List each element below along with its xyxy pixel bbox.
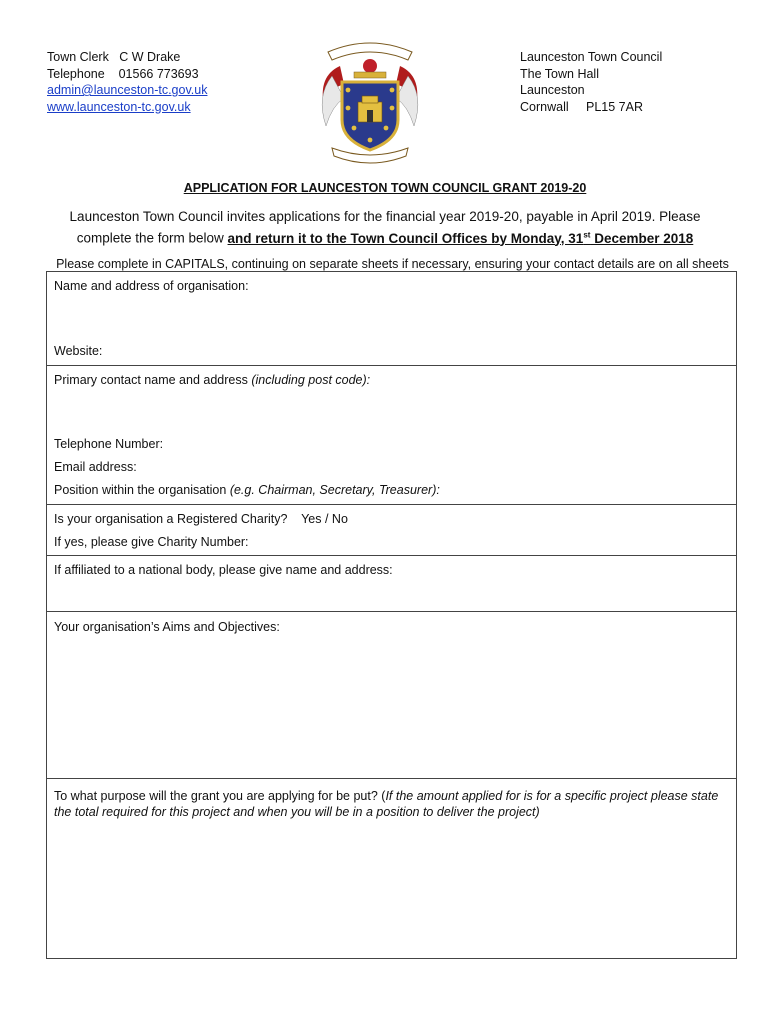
intro-paragraph xyxy=(40,208,730,248)
email-label: Email address: xyxy=(54,460,137,474)
contact-label-hint: (including post code): xyxy=(251,373,371,387)
affiliation-label: If affiliated to a national body, please give name and address: xyxy=(54,563,393,577)
document-title: APPLICATION FOR LAUNCESTON TOWN COUNCIL GRANT 2019-20 xyxy=(183,181,587,195)
website-label: Website: xyxy=(54,344,103,358)
council-crest-logo xyxy=(310,36,430,166)
intro-deadline xyxy=(228,231,694,246)
intro-line-1: Launceston Town Council invites applications for the financial year 2019-20, payable in April 2019. Please xyxy=(69,209,701,224)
section-affiliation[interactable] xyxy=(47,556,736,612)
section-organisation[interactable] xyxy=(47,272,736,366)
address-line: The Town Hall xyxy=(520,66,599,81)
position-label-text: Position within the organisation xyxy=(54,483,230,497)
telephone-label: Telephone Number: xyxy=(54,437,164,451)
section-purpose[interactable] xyxy=(47,779,736,958)
clerk-telephone: Telephone 01566 773693 xyxy=(47,66,199,81)
intro-line-2 xyxy=(40,226,730,248)
charity-question: Is your organisation a Registered Charity? Yes / No xyxy=(54,512,348,526)
council-address-block xyxy=(520,49,662,115)
clerk-name: Town Clerk C W Drake xyxy=(47,50,181,64)
intro-plain: complete the form below xyxy=(76,230,228,246)
org-name-label: Name and address of organisation: xyxy=(54,279,249,293)
instructions-note: Please complete in CAPITALS, continuing on separate sheets if necessary, ensuring your contact details are on all sheets xyxy=(56,257,729,271)
contact-label xyxy=(54,373,370,387)
aims-label: Your organisation’s Aims and Objectives: xyxy=(54,620,280,634)
deadline-sup: st xyxy=(583,230,591,239)
contact-label-text: Primary contact name and address xyxy=(54,373,252,387)
deadline-text: and return it to the Town Council Offices by Monday, 31 xyxy=(227,230,584,246)
purpose-label-text: To what purpose will the grant you are applying for be put? ( xyxy=(54,789,386,803)
address-line: Launceston Town Council xyxy=(520,50,663,64)
address-line: Cornwall PL15 7AR xyxy=(520,99,643,114)
purpose-label xyxy=(54,788,724,820)
section-aims[interactable] xyxy=(47,612,736,779)
purpose-label-hint: If the amount applied for is for a specific project please state the total required for this project and when you will be in a position to deliver the project) xyxy=(54,789,719,819)
website-link[interactable]: www.launceston-tc.gov.uk xyxy=(47,99,191,114)
email-link[interactable]: admin@launceston-tc.gov.uk xyxy=(47,83,208,97)
section-contact[interactable] xyxy=(47,366,736,505)
section-charity[interactable] xyxy=(47,505,736,556)
deadline-date: December 2018 xyxy=(590,230,694,246)
position-label-hint: (e.g. Chairman, Secretary, Treasurer): xyxy=(229,483,440,497)
address-line: Launceston xyxy=(520,83,585,97)
charity-number-label: If yes, please give Charity Number: xyxy=(54,535,249,549)
clerk-contact-block xyxy=(47,49,207,115)
position-label xyxy=(54,483,440,497)
application-form xyxy=(46,271,737,959)
